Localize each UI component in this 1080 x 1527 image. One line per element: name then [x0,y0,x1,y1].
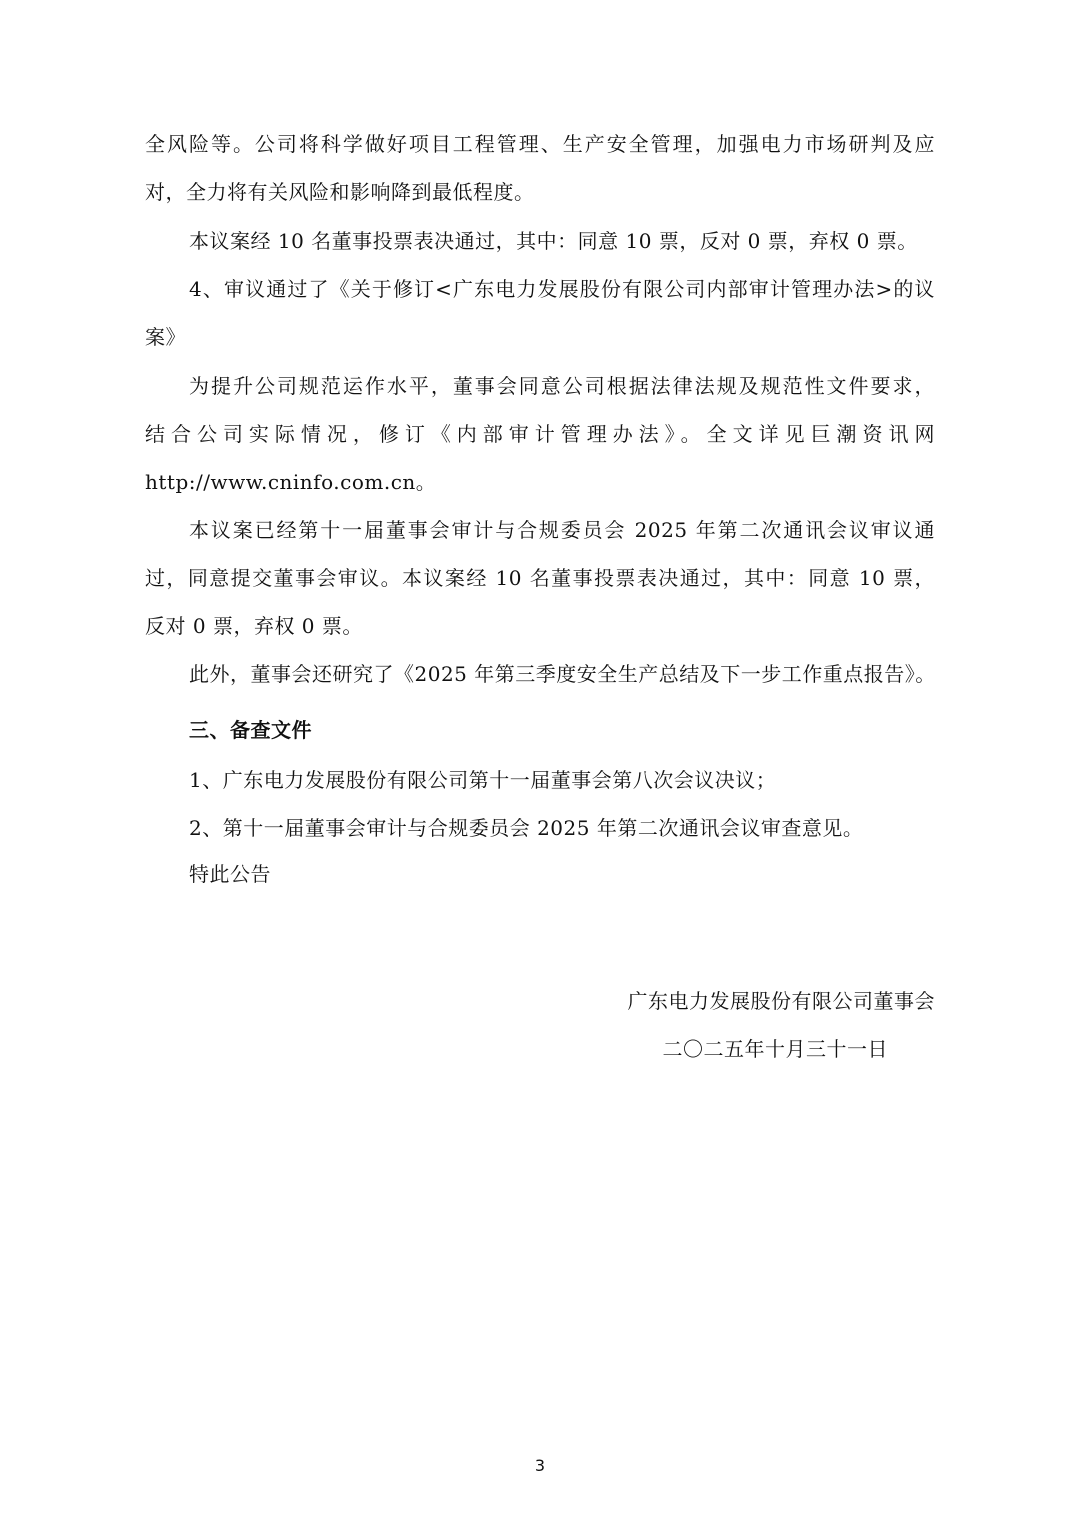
paragraph-line: 为提升公司规范运作水平，董事会同意公司根据法律法规及规范性文件要求， [189,374,935,398]
page-number: 3 [534,1456,546,1475]
paragraph-line: 反对 0 票，弃权 0 票。 [145,614,363,638]
paragraph-line: 过，同意提交董事会审议。本议案经 10 名董事投票表决通过，其中：同意 10 票， [145,566,935,590]
signature-company: 广东电力发展股份有限公司董事会 [627,989,935,1013]
paragraph-line: 此外，董事会还研究了《2025 年第三季度安全生产总结及下一步工作重点报告》。 [189,662,936,686]
paragraph-line: 全风险等。公司将科学做好项目工程管理、生产安全管理，加强电力市场研判及应 [145,132,935,156]
reference-file-2: 2、第十一届董事会审计与合规委员会 2025 年第二次通讯会议审查意见。 [189,816,864,840]
signature-date: 二〇二五年十月三十一日 [662,1037,888,1061]
reference-file-1: 1、广东电力发展股份有限公司第十一届董事会第八次会议决议； [189,768,777,792]
paragraph-line: 案》 [145,325,186,349]
section-heading: 三、备查文件 [189,718,312,742]
paragraph-line: 对，全力将有关风险和影响降到最低程度。 [145,180,535,204]
cninfo-link[interactable]: http://www.cninfo.com.cn。 [145,470,437,494]
resolution-item-4: 4、审议通过了《关于修订<广东电力发展股份有限公司内部审计管理办法>的议 [189,277,935,301]
paragraph-line: 本议案已经第十一届董事会审计与合规委员会 2025 年第二次通讯会议审议通 [189,518,935,542]
vote-result-line: 本议案经 10 名董事投票表决通过，其中：同意 10 票，反对 0 票，弃权 0 票。 [189,229,918,253]
paragraph-line: 结合公司实际情况，修订《内部审计管理办法》。全文详见巨潮资讯网 [145,422,935,446]
closing-text: 特此公告 [189,862,271,886]
